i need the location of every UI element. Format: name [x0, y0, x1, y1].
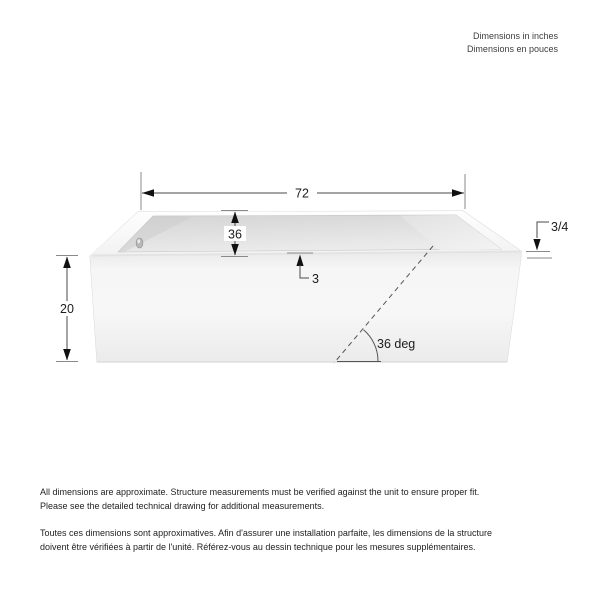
units-note-en: Dimensions in inches — [472, 31, 558, 41]
arrow-down-icon — [63, 349, 71, 361]
dim-label-lip: 3/4 — [551, 220, 569, 234]
dim-lip — [526, 220, 568, 258]
footnotes — [40, 486, 506, 568]
footnote-en: All dimensions are approximate. Structure measurements must be verified against the unit to ensure proper fit. Please see the detailed technical drawing for additional measurements. — [40, 487, 480, 511]
dim-length — [141, 172, 465, 210]
dim-label-width: 36 — [228, 227, 242, 242]
dim-label-angle: 36 deg — [377, 337, 416, 351]
dim-label-height: 20 — [60, 302, 74, 316]
units-note-fr: Dimensions en pouces — [466, 44, 558, 54]
dim-label-length: 72 — [295, 186, 309, 201]
arrow-up-icon — [63, 257, 71, 269]
dim-label-ledge: 3 — [312, 272, 319, 286]
dim-lip-leader — [537, 222, 549, 238]
tub-apron — [90, 252, 521, 362]
arrow-down-icon — [533, 239, 540, 251]
footnote-fr: Toutes ces dimensions sont approximatives. Afin d'assurer une installation parfaite, les dimensions de la structure doivent être vérifiées à partir de l'unité. Référez-vous au dessin technique pour les mesures supplémentaires. — [40, 528, 492, 552]
tub-drain — [136, 238, 143, 248]
tub-body — [90, 211, 521, 362]
arrow-left-icon — [142, 189, 154, 197]
arrow-right-icon — [452, 189, 464, 197]
dim-height — [54, 256, 80, 362]
